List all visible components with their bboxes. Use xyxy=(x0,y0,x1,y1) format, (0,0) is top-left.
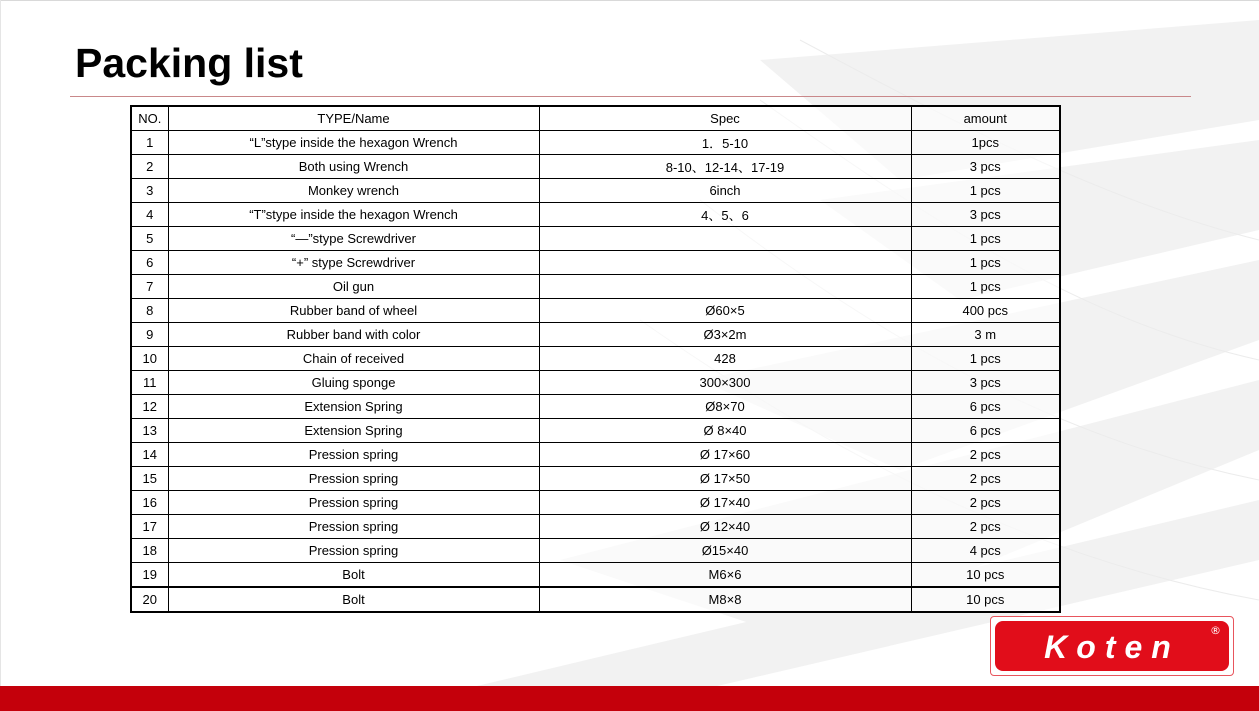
header-amount: amount xyxy=(911,106,1060,131)
cell-no: 13 xyxy=(131,419,168,443)
table-row xyxy=(131,299,1060,323)
table-row xyxy=(131,419,1060,443)
cell-amount: 6 pcs xyxy=(911,419,1060,443)
koten-logo xyxy=(990,616,1234,676)
cell-no: 6 xyxy=(131,251,168,275)
cell-no: 9 xyxy=(131,323,168,347)
cell-amount: 1 pcs xyxy=(911,227,1060,251)
cell-amount: 2 pcs xyxy=(911,467,1060,491)
cell-name: Extension Spring xyxy=(168,419,539,443)
cell-amount: 4 pcs xyxy=(911,539,1060,563)
cell-name: Pression spring xyxy=(168,443,539,467)
cell-no: 2 xyxy=(131,155,168,179)
cell-amount: 3 pcs xyxy=(911,155,1060,179)
table-body xyxy=(131,131,1060,613)
cell-no: 11 xyxy=(131,371,168,395)
cell-name: Bolt xyxy=(168,563,539,588)
cell-spec: Ø60×5 xyxy=(539,299,911,323)
cell-name: Monkey wrench xyxy=(168,179,539,203)
cell-amount: 1 pcs xyxy=(911,179,1060,203)
header-spec: Spec xyxy=(539,106,911,131)
footer-accent-bar xyxy=(0,686,1259,711)
cell-name: Chain of received xyxy=(168,347,539,371)
cell-amount: 1 pcs xyxy=(911,347,1060,371)
table-row xyxy=(131,155,1060,179)
cell-spec: 1．5-10 xyxy=(539,131,911,155)
packing-list-table xyxy=(130,105,1061,613)
title-divider xyxy=(70,96,1191,97)
cell-name: “—”stype Screwdriver xyxy=(168,227,539,251)
cell-amount: 3 pcs xyxy=(911,203,1060,227)
table-header-row xyxy=(131,106,1060,131)
header-type-name: TYPE/Name xyxy=(168,106,539,131)
cell-amount: 10 pcs xyxy=(911,563,1060,588)
cell-amount: 2 pcs xyxy=(911,443,1060,467)
cell-amount: 1 pcs xyxy=(911,251,1060,275)
table-row xyxy=(131,587,1060,612)
cell-name: “L”stype inside the hexagon Wrench xyxy=(168,131,539,155)
cell-spec: 8-10、12-14、17-19 xyxy=(539,155,911,179)
cell-no: 7 xyxy=(131,275,168,299)
cell-no: 16 xyxy=(131,491,168,515)
cell-no: 19 xyxy=(131,563,168,588)
cell-spec: 4、5、6 xyxy=(539,203,911,227)
cell-amount: 10 pcs xyxy=(911,587,1060,612)
table-row xyxy=(131,371,1060,395)
cell-spec xyxy=(539,275,911,299)
cell-spec: Ø8×70 xyxy=(539,395,911,419)
cell-spec: Ø 12×40 xyxy=(539,515,911,539)
table-row xyxy=(131,275,1060,299)
cell-name: Pression spring xyxy=(168,491,539,515)
cell-amount: 2 pcs xyxy=(911,515,1060,539)
cell-amount: 2 pcs xyxy=(911,491,1060,515)
cell-spec: M6×6 xyxy=(539,563,911,588)
cell-name: “T”stype inside the hexagon Wrench xyxy=(168,203,539,227)
table-row xyxy=(131,443,1060,467)
cell-name: Gluing sponge xyxy=(168,371,539,395)
cell-amount: 3 m xyxy=(911,323,1060,347)
cell-no: 17 xyxy=(131,515,168,539)
cell-spec: 428 xyxy=(539,347,911,371)
cell-name: Oil gun xyxy=(168,275,539,299)
table-row xyxy=(131,203,1060,227)
cell-amount: 1pcs xyxy=(911,131,1060,155)
cell-no: 1 xyxy=(131,131,168,155)
cell-no: 12 xyxy=(131,395,168,419)
cell-spec: M8×8 xyxy=(539,587,911,612)
table-row xyxy=(131,491,1060,515)
table-row xyxy=(131,179,1060,203)
table-row xyxy=(131,323,1060,347)
cell-no: 18 xyxy=(131,539,168,563)
cell-spec: 6inch xyxy=(539,179,911,203)
cell-no: 4 xyxy=(131,203,168,227)
cell-spec: 300×300 xyxy=(539,371,911,395)
cell-no: 5 xyxy=(131,227,168,251)
cell-name: “+” stype Screwdriver xyxy=(168,251,539,275)
cell-name: Extension Spring xyxy=(168,395,539,419)
cell-name: Bolt xyxy=(168,587,539,612)
table-row xyxy=(131,563,1060,588)
logo-wordmark: Koten xyxy=(1044,629,1180,665)
page-title: Packing list xyxy=(75,40,303,86)
cell-no: 8 xyxy=(131,299,168,323)
cell-spec: Ø15×40 xyxy=(539,539,911,563)
cell-name: Pression spring xyxy=(168,539,539,563)
table-row xyxy=(131,251,1060,275)
header-no: NO. xyxy=(131,106,168,131)
table-row xyxy=(131,539,1060,563)
table-row xyxy=(131,131,1060,155)
cell-name: Rubber band with color xyxy=(168,323,539,347)
cell-name: Rubber band of wheel xyxy=(168,299,539,323)
cell-amount: 400 pcs xyxy=(911,299,1060,323)
cell-no: 20 xyxy=(131,587,168,612)
cell-no: 14 xyxy=(131,443,168,467)
cell-spec: Ø 17×50 xyxy=(539,467,911,491)
cell-amount: 6 pcs xyxy=(911,395,1060,419)
logo-badge xyxy=(995,621,1229,671)
table-row xyxy=(131,467,1060,491)
cell-spec: Ø 17×60 xyxy=(539,443,911,467)
cell-name: Pression spring xyxy=(168,467,539,491)
cell-amount: 1 pcs xyxy=(911,275,1060,299)
table-row xyxy=(131,395,1060,419)
cell-no: 3 xyxy=(131,179,168,203)
table-row xyxy=(131,347,1060,371)
cell-spec: Ø 8×40 xyxy=(539,419,911,443)
cell-name: Pression spring xyxy=(168,515,539,539)
cell-amount: 3 pcs xyxy=(911,371,1060,395)
cell-spec xyxy=(539,227,911,251)
table-row xyxy=(131,515,1060,539)
cell-name: Both using Wrench xyxy=(168,155,539,179)
cell-no: 10 xyxy=(131,347,168,371)
cell-spec: Ø3×2m xyxy=(539,323,911,347)
cell-spec: Ø 17×40 xyxy=(539,491,911,515)
cell-spec xyxy=(539,251,911,275)
table-row xyxy=(131,227,1060,251)
registered-mark-icon: ® xyxy=(1210,624,1221,637)
cell-no: 15 xyxy=(131,467,168,491)
